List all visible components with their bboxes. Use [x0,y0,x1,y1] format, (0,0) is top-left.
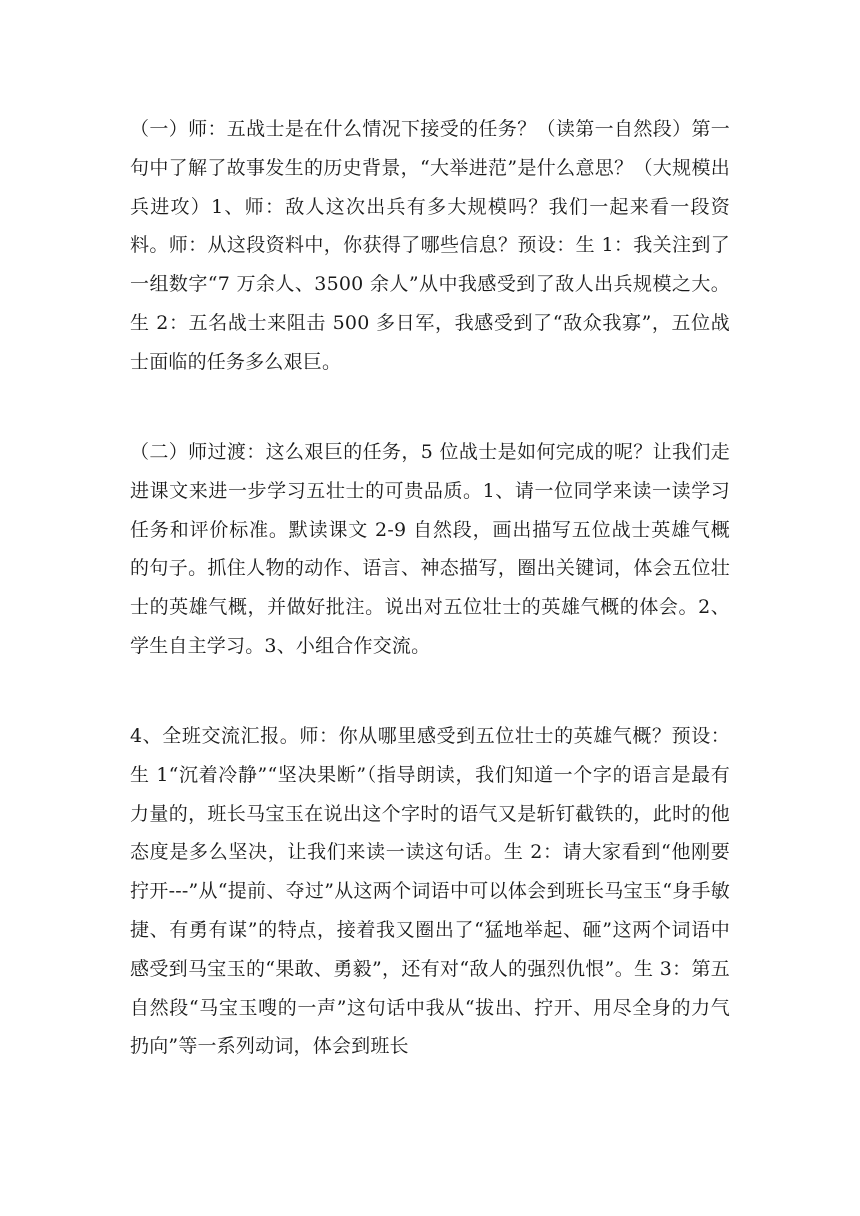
paragraph-class-report: 4、全班交流汇报。师：你从哪里感受到五位壮士的英雄气概？预设：生 1“沉着冷静”“坚决果断”（指导朗读，我们知道一个字的语言是最有力量的，班长马宝玉在说出这个字时的语气又是斩钉截铁的，此时的他态度是多么坚决，让我们来读一读这句话。生 2：请大家看到“他刚要拧开---”从“提前、夺过”从这两个词语中可以体会到班长马宝玉“身手敏捷、有勇有谋”的特点，接着我又圈出了“猛地举起、砸”这两个词语中感受到马宝玉的“果敢、勇毅”，还有对“敌人的强烈仇恨”。生 3：第五自然段“马宝玉嗖的一声”这句话中我从“拔出、拧开、用尽全身的力气扔向”等一系列动词，体会到班长 [130,725,730,1058]
paragraph-learning-task: （二）师过渡：这么艰巨的任务，5 位战士是如何完成的呢？让我们走进课文来进一步学习五壮士的可贵品质。1、请一位同学来读一读学习任务和评价标准。默读课文 2-9 自然段，画出描写五位战士英雄气概的句子。抓住人物的动作、语言、神态描写，圈出关键词，体会五位壮士的英雄气概，并做好批注。说出对五位壮士的英雄气概的体会。2、学生自主学习。3、小组合作交流。 [130,441,730,657]
paragraph-task-background: （一）师：五战士是在什么情况下接受的任务？（读第一自然段）第一句中了解了故事发生的历史背景，“大举进范”是什么意思？（大规模出兵进攻）1、师：敌人这次出兵有多大规模吗？我们一起来看一段资料。师：从这段资料中，你获得了哪些信息？预设：生 1：我关注到了一组数字“7 万余人、3500 余人”从中我感受到了敌人出兵规模之大。生 2：五名战士来阻击 500 多日军，我感受到了“敌众我寡”，五位战士面临的任务多么艰巨。 [130,118,730,373]
